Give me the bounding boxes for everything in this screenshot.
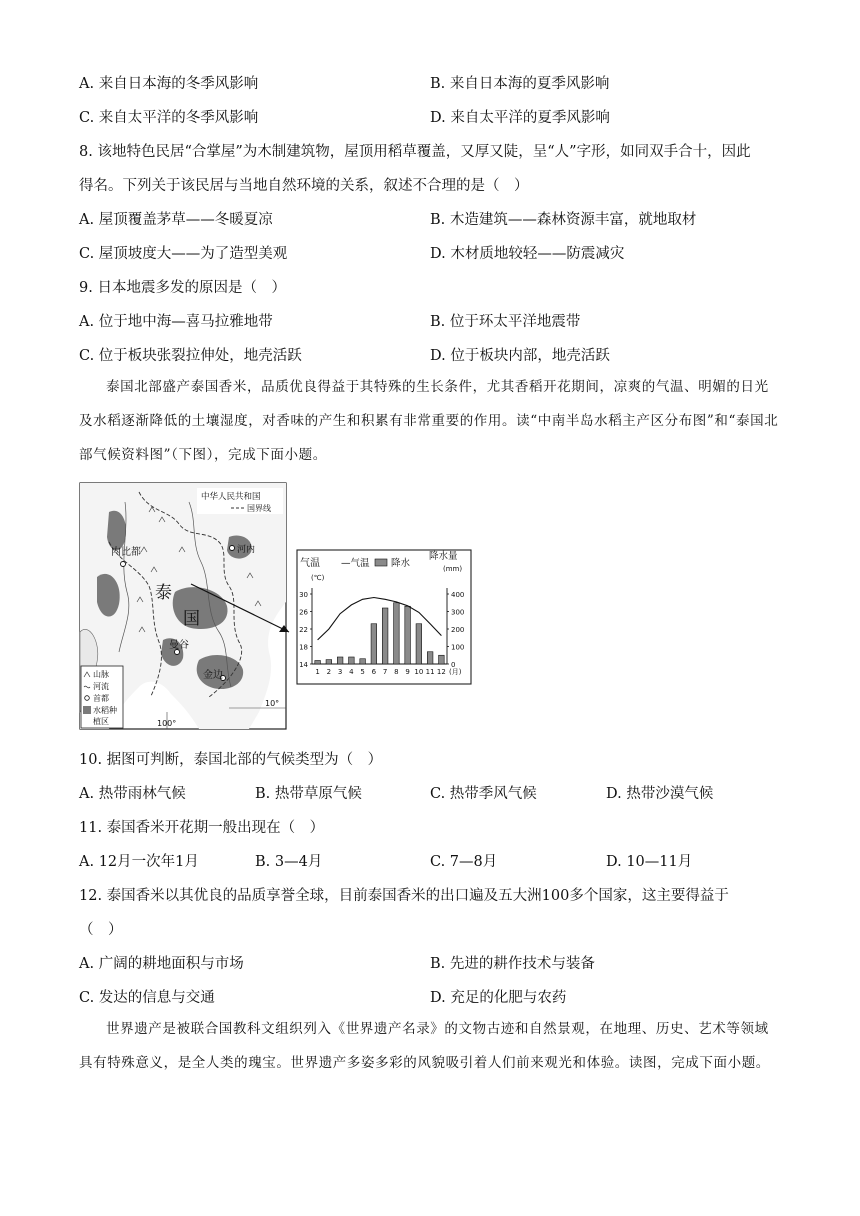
q7-option-b: B. 来自日本海的夏季风影响	[430, 76, 610, 92]
label-thailand-1: 泰	[155, 583, 172, 603]
label-thailand-2: 国	[183, 609, 200, 629]
q11-stem: 11. 泰国香米开花期一般出现在（ ）	[79, 820, 325, 836]
precip-bar	[360, 659, 366, 664]
legend-mountain: 山脉	[93, 670, 109, 679]
month-label: 1	[315, 668, 320, 676]
legend-river: 河流	[93, 682, 109, 691]
q10-option-a: A. 热带雨林气候	[79, 786, 186, 802]
q7-option-c: C. 来自太平洋的冬季风影响	[79, 110, 259, 126]
q9-stem: 9. 日本地震多发的原因是（ ）	[79, 280, 286, 296]
precip-bar	[349, 657, 355, 664]
legend-rice-icon	[83, 706, 91, 714]
q7-option-d: D. 来自太平洋的夏季风影响	[430, 110, 610, 126]
q11-option-a: A. 12月一次年1月	[79, 854, 199, 870]
left-tick-label: 22	[299, 626, 308, 634]
right-tick-label: 100	[451, 643, 465, 652]
precip-bar	[439, 655, 445, 664]
q7-option-a: A. 来自日本海的冬季风影响	[79, 76, 259, 92]
q12-option-b: B. 先进的耕作技术与装备	[430, 956, 595, 972]
q10-option-b: B. 热带草原气候	[255, 786, 362, 802]
right-tick-label: 400	[451, 591, 465, 599]
label-longitude: 100°	[157, 719, 177, 728]
q12-option-c: C. 发达的信息与交通	[79, 990, 215, 1006]
figure-svg	[79, 482, 475, 730]
q8-stem-line1: 8. 该地特色民居“合掌屋”为木制建筑物，屋顶用稻草覆盖，又厚又陡，呈“人”字形，如同双手合十，因此	[79, 144, 751, 160]
month-label: 10	[414, 668, 424, 676]
label-bangkok: 曼谷	[169, 640, 189, 651]
chart-left-unit: (℃)	[311, 574, 325, 582]
month-label: 2	[326, 668, 332, 676]
precip-bar	[394, 603, 400, 664]
capital-dot-naypyidaw	[121, 562, 126, 567]
month-label: 11	[425, 668, 435, 676]
precip-bar	[405, 606, 411, 664]
precip-bar	[382, 608, 388, 664]
month-label: 7	[382, 668, 388, 676]
q12-option-d: D. 充足的化肥与农药	[430, 990, 567, 1006]
precip-bar	[371, 624, 377, 664]
left-tick-label: 30	[299, 591, 308, 599]
q9-option-a: A. 位于地中海—喜马拉雅地带	[79, 314, 273, 330]
q8-stem-line2: 得名。下列关于该民居与当地自然环境的关系，叙述不合理的是（ ）	[79, 178, 529, 194]
legend-capital: 首都	[93, 694, 109, 703]
chart-right-title: 降水量	[429, 551, 458, 562]
q10-option-c: C. 热带季风气候	[430, 786, 537, 802]
q11-option-d: D. 10—11月	[606, 854, 693, 870]
precip-bar	[427, 652, 433, 664]
passage-world-heritage: 世界遗产是被联合国教科文组织列入《世界遗产名录》的文物古迹和自然景观，在地理、历史、艺术等领域具有特殊意义，是全人类的瑰宝。世界遗产多姿多彩的风貌吸引着人们前来观光和体验。读图，完成下面小题。	[79, 1021, 770, 1071]
capital-dot-hanoi	[230, 546, 235, 551]
legend-rice-1: 水稻种	[93, 706, 117, 715]
right-tick-label: 0	[451, 661, 456, 669]
right-tick-label: 200	[451, 626, 465, 634]
q10-option-d: D. 热带沙漠气候	[606, 786, 714, 802]
month-label: 6	[371, 668, 377, 676]
month-label: 9	[405, 668, 410, 676]
right-tick-label: 300	[451, 608, 465, 617]
q12-stem-line2: （ ）	[79, 922, 123, 938]
q9-option-b: B. 位于环太平洋地震带	[430, 314, 581, 330]
q8-option-a: A. 屋顶覆盖茅草——冬暖夏凉	[79, 212, 273, 228]
q9-option-c: C. 位于板块张裂拉伸处，地壳活跃	[79, 348, 302, 364]
q11-option-c: C. 7—8月	[430, 854, 498, 870]
label-border: 国界线	[247, 504, 271, 513]
legend-capital-icon	[85, 696, 90, 701]
q9-option-d: D. 位于板块内部，地壳活跃	[430, 348, 610, 364]
chart-legend-line: —气温	[341, 558, 370, 569]
label-naypyidaw: 内比都	[111, 547, 141, 558]
month-label: 4	[349, 668, 354, 676]
precip-bar	[337, 657, 343, 664]
label-phnompenh: 金边	[203, 670, 223, 681]
chart-left-title: 气温	[300, 558, 320, 569]
month-label: 8	[394, 668, 399, 676]
chart-right-unit: (mm)	[443, 565, 463, 573]
q11-option-b: B. 3—4月	[255, 854, 323, 870]
chart-legend-bar-swatch	[375, 559, 387, 566]
q8-option-b: B. 木造建筑——森林资源丰富，就地取材	[430, 212, 697, 228]
precip-bar	[326, 660, 332, 664]
left-tick-label: 14	[299, 661, 308, 669]
label-latitude: 10°	[265, 699, 280, 708]
q10-stem: 10. 据图可判断，泰国北部的气候类型为（ ）	[79, 752, 383, 768]
month-label: 12	[436, 668, 446, 676]
q8-option-c: C. 屋顶坡度大——为了造型美观	[79, 246, 288, 262]
q12-stem-line1: 12. 泰国香米以其优良的品质享誉全球，目前泰国香米的出口遍及五大洲100多个国家，这主要得益于	[79, 888, 729, 904]
precip-bar	[416, 624, 422, 664]
chart-legend-bar: 降水	[391, 558, 411, 569]
left-tick-label: 18	[299, 643, 308, 652]
precip-bar	[315, 661, 321, 665]
q8-option-d: D. 木材质地较轻——防震减灾	[430, 246, 625, 262]
label-china: 中华人民共和国	[201, 492, 261, 502]
passage-thai-rice: 泰国北部盛产泰国香米，品质优良得益于其特殊的生长条件，尤其香稻开花期间，凉爽的气温、明媚的日光及水稻逐渐降低的土壤湿度，对香味的产生和积累有非常重要的作用。读“中南半岛水稻主产区分布图”和“泰国北部气候资料图”（下图），完成下面小题。	[79, 379, 779, 463]
left-tick-label: 26	[299, 608, 308, 617]
legend-rice-2: 植区	[93, 717, 109, 726]
month-label: 5	[360, 668, 365, 676]
x-unit-label: (月)	[449, 668, 462, 676]
month-label: 3	[337, 668, 343, 676]
q12-option-a: A. 广阔的耕地面积与市场	[79, 956, 244, 972]
label-hanoi: 河内	[237, 545, 256, 555]
figure-map-and-climate	[79, 482, 475, 730]
